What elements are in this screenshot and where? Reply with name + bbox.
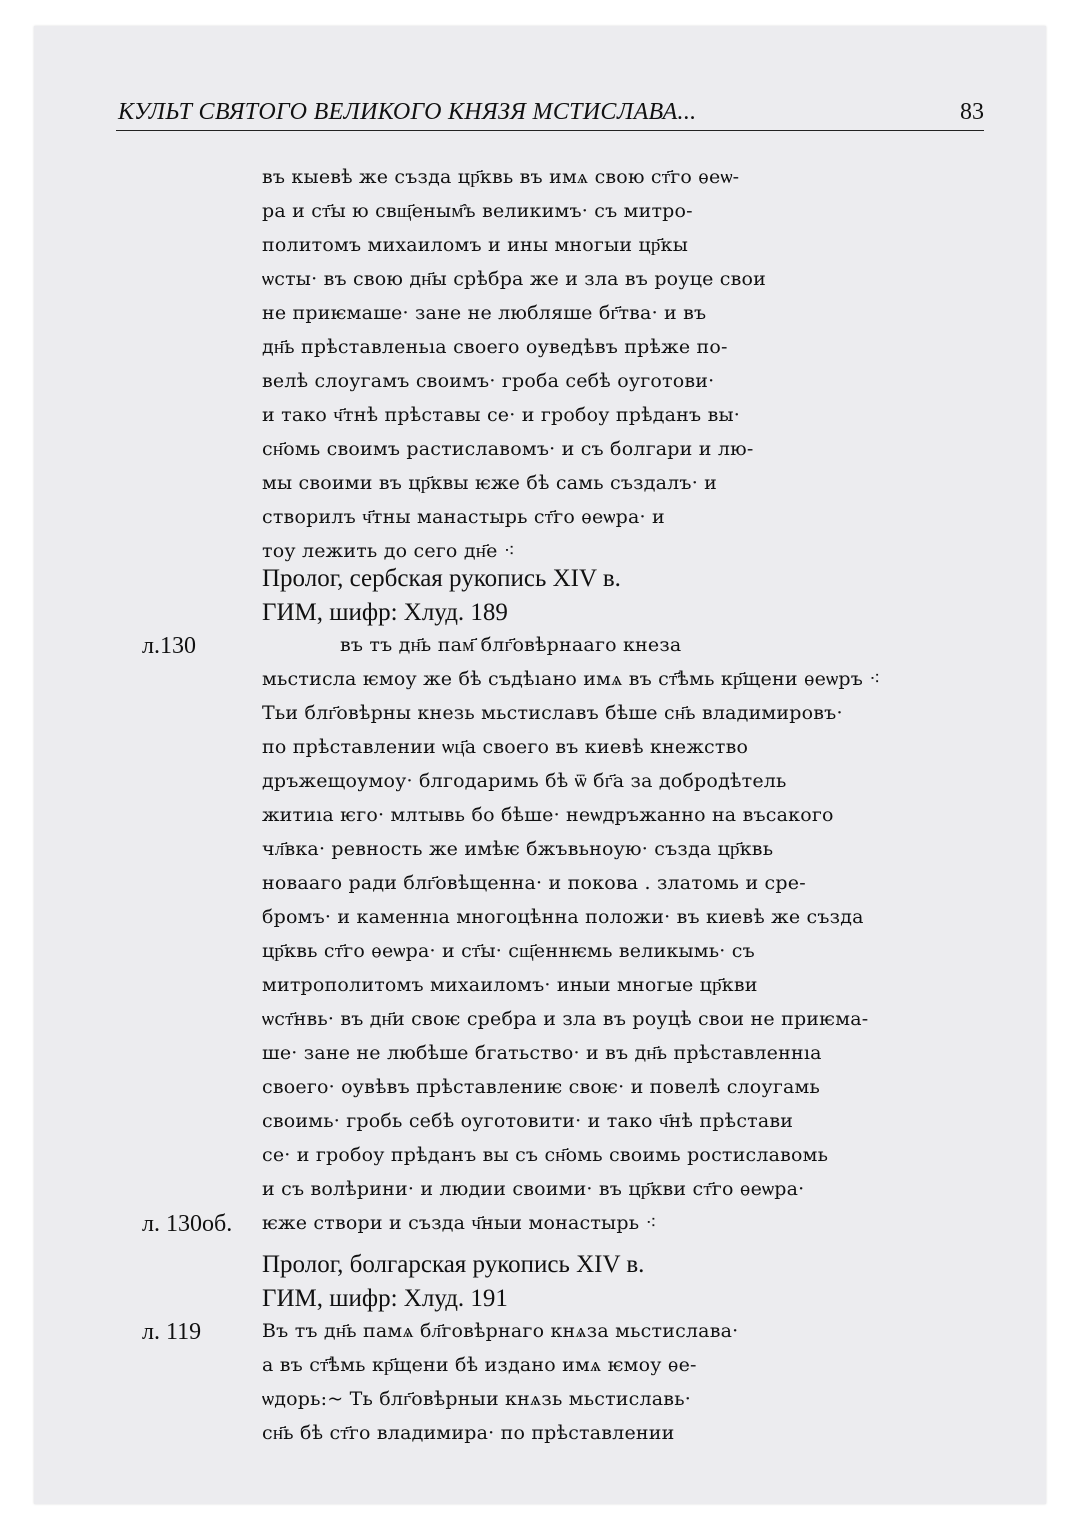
running-header: [118, 99, 984, 129]
header-rule: [116, 130, 984, 131]
text-line: ше· зане не любѣше бгатьство· и въ дн҃ь прѣставленнıа: [262, 1042, 822, 1064]
source-caption-line2: ГИМ, шифр: Хлуд. 191: [262, 1285, 508, 1312]
book-page: [34, 26, 1046, 1504]
text-line: сн҃ь бѣ ст҃го владимира· по прѣставлении: [262, 1422, 675, 1444]
text-line: цр҃квь ст҃го ѳеѡра· и ст҃ы· сщ҃еннѥмь великымь· съ: [262, 940, 755, 962]
text-line: своего· оувѣвъ прѣставлениѥ своѥ· и повелѣ слоугамь: [262, 1076, 821, 1098]
text-line: створилъ ч҃тны манастырь ст҃го ѳеѡра· и: [262, 506, 665, 528]
text-line: житиıа ѥго· млтывь бо бѣше· неѡдръжанно на въсакого: [262, 804, 834, 826]
text-line: не приѥмаше· зане не любляше бг҃тва· и въ: [262, 302, 707, 324]
page-number: 83: [960, 99, 984, 125]
text-line: мьстисла ѥмоу же бѣ съдѣıано имѧ въ ст҃ѣмь кр҃щени ѳеѡръ ⁖: [262, 668, 881, 690]
text-line: новааго ради блг҃овѣщенна· и покова . златомь и сре-: [262, 872, 806, 894]
text-line: мы своими въ цр҃квы ѥже бѣ самь създалъ· и: [262, 472, 718, 494]
text-line: сн҃омь своимъ растиславомъ· и съ болгари и лю-: [262, 438, 754, 460]
text-line: своимь· гробь себѣ оуготовити· и тако ч҃нѣ прѣстави: [262, 1110, 794, 1132]
text-line: ѥже створи и създа ч҃ныи монастырь ⁖: [262, 1212, 657, 1234]
text-line: по прѣставлении ѡц҃а своего въ киевѣ кнежство: [262, 736, 749, 758]
folio-margin-note: л. 130об.: [142, 1211, 233, 1237]
text-line: Въ тъ дн҃ь памѧ бл҃говѣрнаго кнѧза мьстислава·: [262, 1320, 739, 1342]
text-line: дн҃ь прѣставленьıа своего оуведѣвъ прѣже по-: [262, 336, 728, 358]
text-line: и тако ч҃тнѣ прѣставы се· и гробоу прѣданъ вы·: [262, 404, 741, 426]
text-line: въ кыевѣ же създа цр҃квь въ имѧ свою ст҃го ѳеѡ-: [262, 166, 740, 188]
folio-margin-note: л. 119: [142, 1319, 202, 1345]
source-caption-line1: Пролог, болгарская рукопись XIV в.: [262, 1251, 645, 1278]
text-line: политомъ михаиломъ и ины многыи цр҃кы: [262, 234, 689, 256]
text-line: бромъ· и каменнıа многоцѣнна положи· въ киевѣ же създа: [262, 906, 864, 928]
text-line: ѡст҃нвь· въ дн҃и своѥ сребра и зла въ роуцѣ свои не приѥма-: [262, 1008, 869, 1030]
text-line: а въ ст҃ѣмь кр҃щени бѣ издано имѧ ѥмоу ѳе-: [262, 1354, 697, 1376]
text-line: митрополитомъ михаиломъ· иныи многые цр҃кви: [262, 974, 758, 996]
running-head-title: КУЛЬТ СВЯТОГО ВЕЛИКОГО КНЯЗЯ МСТИСЛАВА...: [118, 99, 697, 125]
text-line: ѡдорь:~ Ть блг҃овѣрныи кнѧзь мьстиславь·: [262, 1388, 691, 1410]
folio-margin-note: л.130: [142, 633, 196, 659]
source-caption-line2: ГИМ, шифр: Хлуд. 189: [262, 599, 508, 626]
text-line: ѡсты· въ свою дн҃ы срѣбра же и зла въ роуце свои: [262, 268, 767, 290]
text-line: велѣ слоугамъ своимъ· гроба себѣ оуготови·: [262, 370, 715, 392]
text-line: ра и ст҃ы ю свщ҃еным҄ъ великимъ· съ митро-: [262, 200, 693, 222]
text-line: тоу лежить до сего дн҃е ⁖: [262, 540, 516, 562]
text-line: се· и гробоу прѣданъ вы съ сн҃омь своимь ростиславомь: [262, 1144, 829, 1166]
source-caption-line1: Пролог, сербская рукопись XIV в.: [262, 565, 621, 592]
text-line: Тьи блг҃овѣрны кнезь мьстиславъ бѣше сн҃ь владимировъ·: [262, 702, 843, 724]
text-line: и съ волѣрини· и людии своими· въ цр҃кви ст҃го ѳеѡра·: [262, 1178, 805, 1200]
text-line: дръжещоумоу· блгодаримь бѣ ѿ бг҃а за добродѣтель: [262, 770, 787, 792]
text-line: чл҃вка· ревность же имѣѥ бжъвьноую· създа цр҃квь: [262, 838, 774, 860]
text-line: въ тъ дн҃ь пам҃ блг҃овѣрнааго кнеза: [340, 634, 682, 656]
